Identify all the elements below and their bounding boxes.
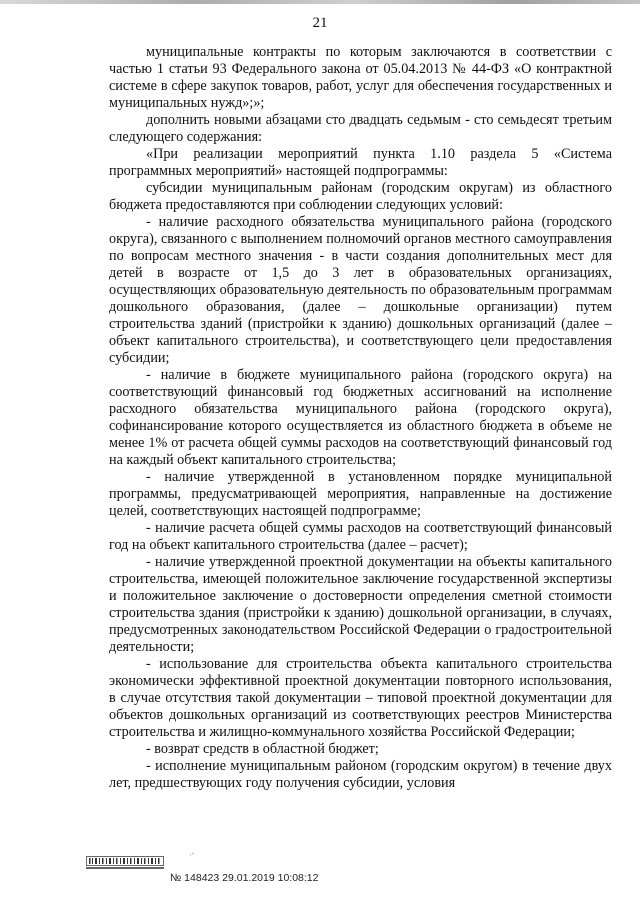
paragraph: - наличие утвержденной в установленном порядке муниципальной программы, предусматривающей мероприятия, направленные на достижение целей, соответствующих настоящей подпрограмме; (109, 469, 612, 519)
scan-top-edge (0, 0, 640, 4)
paragraph: - наличие в бюджете муниципального района (городского округа) на соответствующий финансовый год бюджетных ассигнований на исполнение расходного обязательства муниципального района (городского округа), софинансирование которого осуществляется из областного бюджета в объеме не менее 1% от расчета общей суммы расходов на соответствующий финансовый год на каждый объект капитального строительства; (109, 367, 612, 468)
paragraph: муниципальные контракты по которым заключаются в соответствии с частью 1 статьи 93 Федерального закона от 05.04.2013 № 44-ФЗ «О контрактной системе в сфере закупок товаров, работ, услуг для обеспечения государственных и муниципальных нужд»;»; (109, 44, 612, 111)
paragraph: - наличие расходного обязательства муниципального района (городского округа), связанного с выполнением полномочий органов местного самоуправления по вопросам местного значения - в части создания дополнительных мест для детей в возрасте от 1,5 до 3 лет в образовательных организациях, осуществляющих образовательную деятельность по образовательным программам дошкольного образования, (далее – дошкольные организации) путем строительства зданий (пристройки к зданию) дошкольных организаций (далее – объект капитального строительства), и соответствующего цели предоставления субсидии; (109, 214, 612, 366)
paragraph: - наличие утвержденной проектной документации на объекты капитального строительства, имеющей положительное заключение государственной экспертизы и положительное заключение о достоверности определения сметной стоимости строительства здания (пристройки к зданию) дошкольной организации, в случаях, предусмотренных законодательством Российской Федерации о градостроительной деятельности; (109, 554, 612, 655)
paragraph: - использование для строительства объекта капитального строительства экономически эффективной проектной документации повторного использования, в случае отсутствия такой документации – типовой проектной документации для объектов дошкольных организаций из соответствующих реестров Министерства строительства и жилищно-коммунального хозяйства Российской Федерации; (109, 656, 612, 740)
barcode-stamp (86, 856, 164, 870)
page-number: 21 (312, 15, 328, 31)
paragraph: - исполнение муниципальным районом (городским округом) в течение двух лет, предшествующих году получения субсидии, условия (109, 758, 612, 791)
paragraph: «При реализации мероприятий пункта 1.10 раздела 5 «Система программных мероприятий» настоящей подпрограммы: (109, 146, 612, 179)
scan-speck: ·ʼ (189, 851, 195, 860)
paragraph: - возврат средств в областной бюджет; (146, 741, 379, 757)
document-body (109, 44, 612, 792)
paragraph: субсидии муниципальным районам (городским округам) из областного бюджета предоставляются при соблюдении следующих условий: (109, 180, 612, 213)
paragraph: дополнить новыми абзацами сто двадцать седьмым - сто семьдесят третьим следующего содержания: (109, 112, 612, 145)
paragraph: - наличие расчета общей суммы расходов на соответствующий финансовый год на объект капитального строительства (далее – расчет); (109, 520, 612, 553)
document-footer: № 148423 29.01.2019 10:08:12 (170, 872, 319, 884)
